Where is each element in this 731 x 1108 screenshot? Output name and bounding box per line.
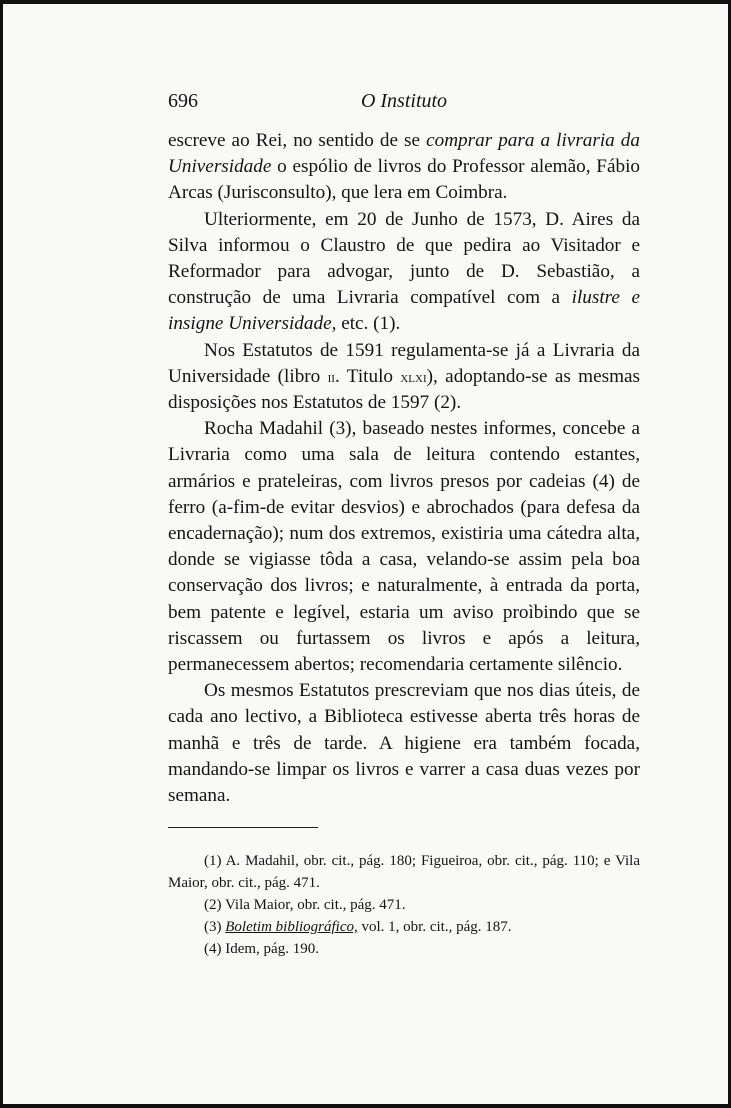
paragraph-2: Ulteriormente, em 20 de Junho de 1573, D. Aires da Silva informou o Claustro de que pedira ao Visitador e Reformador para advogar, junto de D. Sebastião, a construção de uma Livraria compatível com a ilustre e insigne Universidade, etc. (1). <box>168 208 641 335</box>
paragraph-3: Nos Estatutos de 1591 regulamenta-se já a Livraria da Universidade (libro ii. Titulo xlxi), adoptando-se as mesmas disposições nos Estatutos de 1597 (2). <box>168 339 640 414</box>
running-title: O Instituto <box>360 90 448 112</box>
footnote-3: (3) Boletim bibliográfico, vol. 1, obr. cit., pág. 187. <box>204 919 512 935</box>
paragraph-5: Os mesmos Estatutos prescreviam que nos dias úteis, de cada ano lectivo, a Biblioteca estivesse aberta três horas de manhã e três de tarde. A higiene era também focada, mandando-se limpar os livros e varrer a casa duas vezes por semana. <box>168 680 640 807</box>
body-text <box>168 128 640 809</box>
page-header <box>168 90 640 116</box>
footnote-4: (4) Idem, pág. 190. <box>204 941 319 957</box>
paragraph-1: escreve ao Rei, no sentido de se comprar para a livraria da Universidade o espólio de livros do Professor alemão, Fábio Arcas (Jurisconsulto), que lera em Coimbra. <box>168 130 640 204</box>
footnote-1: (1) A. Madahil, obr. cit., pág. 180; Figueiroa, obr. cit., pág. 110; e Vila Maior, obr. cit., pág. 471. <box>168 853 640 891</box>
footnotes <box>168 850 640 960</box>
footnote-divider <box>168 827 318 828</box>
paragraph-4: Rocha Madahil (3), baseado nestes informes, concebe a Livraria como uma sala de leitura contendo estantes, armários e prateleiras, com livros presos por cadeias (4) de ferro (a-fim-de evitar desvios) e abrochados (para defesa da encadernação); num dos extremos, existiria uma cátedra alta, donde se vigiasse tôda a casa, velando-se assim pela boa conservação dos livros; e naturalmente, à entrada da porta, bem patente e legível, estaria um aviso proìbindo que se riscassem ou furtassem os livros e após a leitura, permanecessem abertos; recomendaria certamente silêncio. <box>168 418 640 676</box>
footnote-2: (2) Vila Maior, obr. cit., pág. 471. <box>204 897 406 913</box>
page-number: 696 <box>168 90 198 112</box>
